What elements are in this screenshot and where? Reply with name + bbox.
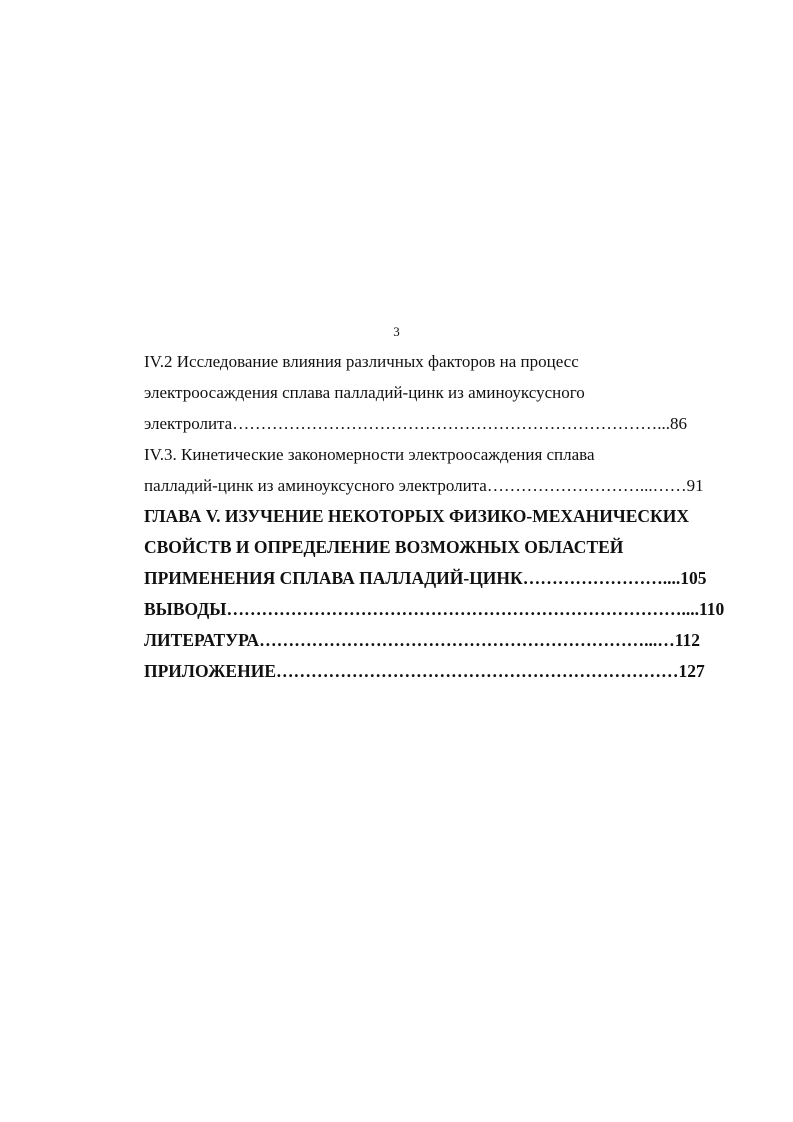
toc-line-section-iv-2-part-2: электроосаждения сплава палладий-цинк из аминоуксусного bbox=[144, 383, 585, 402]
page-number: 3 bbox=[393, 324, 400, 339]
toc-line-conclusions: ВЫВОДЫ……………………………………………………………………....110 bbox=[144, 599, 725, 619]
toc-line-chapter-v-part-3: ПРИМЕНЕНИЯ СПЛАВА ПАЛЛАДИЙ-ЦИНК……………………....105 bbox=[144, 568, 707, 588]
toc-line-chapter-v-part-2: СВОЙСТВ И ОПРЕДЕЛЕНИЕ ВОЗМОЖНЫХ ОБЛАСТЕЙ bbox=[144, 537, 624, 557]
toc-line-section-iv-2-part-3: электролита…………………………………………………………………...86 bbox=[144, 414, 687, 433]
toc-line-section-iv-3-part-1: IV.3. Кинетические закономерности электроосаждения сплава bbox=[144, 445, 595, 464]
toc-line-appendix: ПРИЛОЖЕНИЕ……………………………………………………………127 bbox=[144, 661, 705, 681]
toc-line-section-iv-2-part-1: IV.2 Исследование влияния различных факторов на процесс bbox=[144, 352, 579, 371]
table-of-contents bbox=[144, 346, 738, 687]
toc-line-section-iv-3-part-2: палладий-цинк из аминоуксусного электролита………………………...……91 bbox=[144, 476, 704, 495]
toc-line-literature: ЛИТЕРАТУРА…………………………………………………………...…112 bbox=[144, 630, 701, 650]
toc-line-chapter-v-part-1: ГЛАВА V. ИЗУЧЕНИЕ НЕКОТОРЫХ ФИЗИКО-МЕХАНИЧЕСКИХ bbox=[144, 506, 689, 526]
